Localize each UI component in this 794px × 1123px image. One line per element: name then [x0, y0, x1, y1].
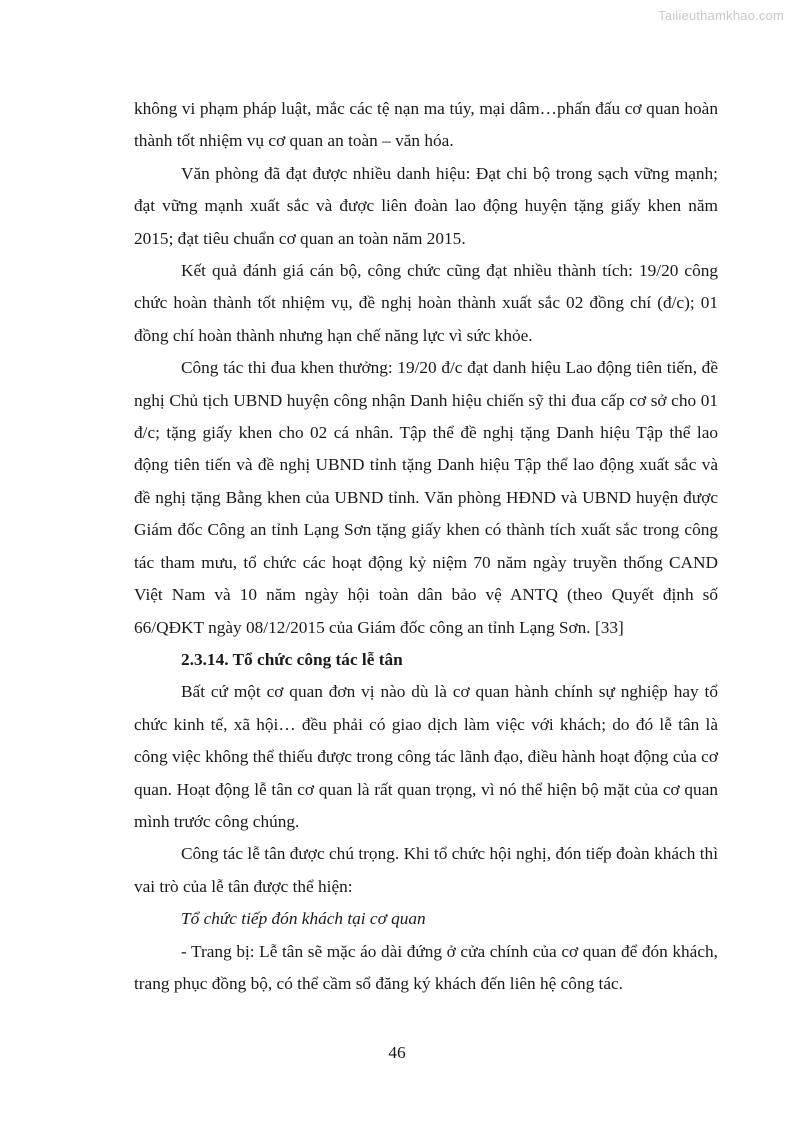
paragraph-continuation: không vi phạm pháp luật, mắc các tệ nạn ma túy, mại dâm…phấn đấu cơ quan hoàn thành tốt nhiệm vụ cơ quan an toàn – văn hóa. — [134, 99, 718, 151]
page-number: 46 — [388, 1043, 406, 1062]
paragraph-emulation: Công tác thi đua khen thưởng: 19/20 đ/c đạt danh hiệu Lao động tiên tiến, đề nghị Chủ tịch UBND huyện công nhận Danh hiệu chiến sỹ thi đua cấp cơ sở cho 01 đ/c; tặng giấy khen cho 02 cá nhân. Tập thể đề nghị tặng Danh hiệu Tập thể lao động tiên tiến và đề nghị UBND tỉnh tặng Danh hiệu Tập thể lao động xuất sắc và đề nghị tặng Bằng khen của UBND tỉnh. Văn phòng HĐND và UBND huyện được Giám đốc Công an tỉnh Lạng Sơn tặng giấy khen có thành tích xuất sắc trong công tác tham mưu, tổ chức các hoạt động kỷ niệm 70 năm ngày truyền thống CAND Việt Nam và 10 năm ngày hội toàn dân bảo vệ ANTQ (theo Quyết định số 66/QĐKT ngày 08/12/2015 của Giám đốc công an tỉnh Lạng Sơn. [33] — [134, 358, 718, 637]
italic-subheading: Tổ chức tiếp đón khách tại cơ quan — [181, 909, 426, 929]
paragraph-evaluation: Kết quả đánh giá cán bộ, công chức cũng đạt nhiều thành tích: 19/20 công chức hoàn thành tốt nhiệm vụ, đề nghị hoàn thành xuất sắc 02 đồng chí (đ/c); 01 đồng chí hoàn thành nhưng hạn chế năng lực vì sức khỏe. — [134, 261, 718, 345]
paragraph-awards: Văn phòng đã đạt được nhiều danh hiệu: Đạt chi bộ trong sạch vững mạnh; đạt vững mạnh xuất sắc và được liên đoàn lao động huyện tặng giấy khen năm 2015; đạt tiêu chuẩn cơ quan an toàn năm 2015. — [134, 163, 718, 248]
paragraph-reception-role: Công tác lễ tân được chú trọng. Khi tổ chức hội nghị, đón tiếp đoàn khách thì vai trò của lễ tân được thể hiện: — [134, 844, 718, 896]
paragraph-reception-intro: Bất cứ một cơ quan đơn vị nào dù là cơ quan hành chính sự nghiệp hay tổ chức kinh tế, xã hội… đều phải có giao dịch làm việc với khách; do đó lễ tân là công việc không thể thiếu được trong công tác lãnh đạo, điều hành hoạt động của cơ quan. Hoạt động lễ tân cơ quan là rất quan trọng, vì nó thể hiện bộ mặt của cơ quan mình trước công chúng. — [134, 682, 718, 831]
paragraph-equipment: - Trang bị: Lễ tân sẽ mặc áo dài đứng ở cửa chính của cơ quan để đón khách, trang phục đồng bộ, có thể cầm sổ đăng ký khách đến liên hệ công tác. — [134, 941, 718, 993]
watermark-text: Tailieuthamkhao.com — [658, 8, 784, 23]
document-body — [134, 93, 718, 1000]
section-heading: 2.3.14. Tổ chức công tác lễ tân — [181, 649, 403, 669]
